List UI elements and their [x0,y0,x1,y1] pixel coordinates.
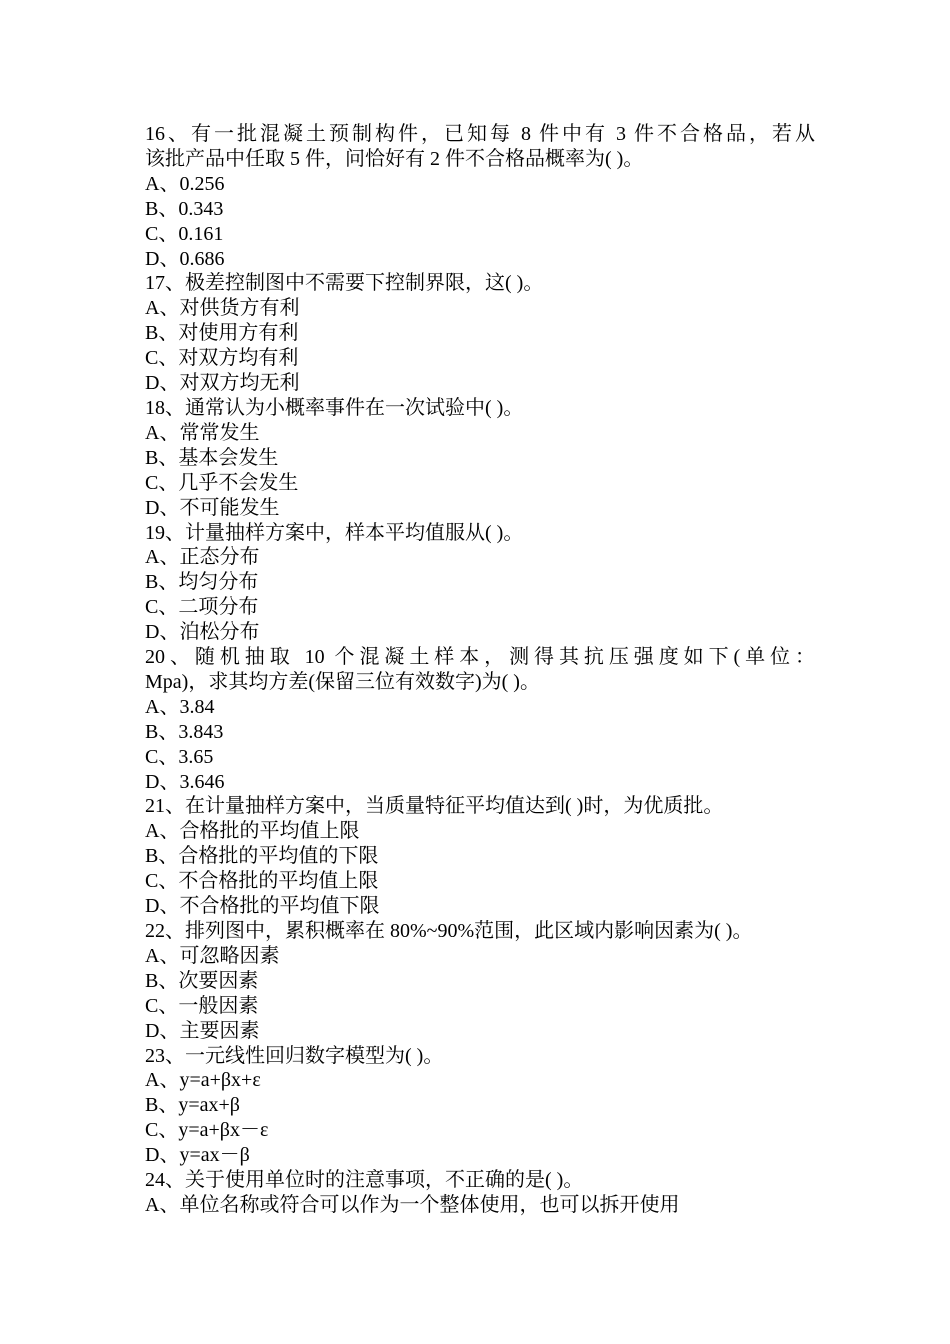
option-d: D、y=ax－β [145,1144,250,1167]
question-stem-line: 23、一元线性回归数字模型为( )。 [145,1044,444,1067]
question-stem-line: 24、关于使用单位时的注意事项，不正确的是( )。 [145,1169,584,1192]
question-17 [145,271,815,396]
option-c: C、二项分布 [145,596,259,619]
option-a: A、y=a+βx+ε [145,1069,261,1092]
option-c: C、一般因素 [145,994,259,1017]
option-d: D、对双方均无利 [145,372,300,395]
option-a: A、3.84 [145,695,215,718]
option-b: B、次要因素 [145,969,259,992]
question-stem-line: 该批产品中任取 5 件，问恰好有 2 件不合格品概率为( )。 [145,147,644,170]
question-stem-line: 22、排列图中，累积概率在 80%~90%范围，此区域内影响因素为( )。 [145,920,753,942]
document-page [145,122,815,1218]
option-d: D、主要因素 [145,1019,260,1042]
question-stem-line: 18、通常认为小概率事件在一次试验中( )。 [145,396,524,419]
option-b: B、y=ax+β [145,1094,240,1117]
question-stem-line: 16、有一批混凝土预制构件，已知每 8 件中有 3 件不合格品，若从 [145,123,815,145]
question-20 [145,645,815,794]
option-a: A、正态分布 [145,546,260,569]
option-d: D、泊松分布 [145,621,260,644]
option-d: D、3.646 [145,770,225,793]
option-c: C、几乎不会发生 [145,471,299,494]
question-18 [145,396,815,521]
option-a: A、合格批的平均值上限 [145,820,360,843]
question-stem-line: 17、极差控制图中不需要下控制界限，这( )。 [145,272,544,295]
question-stem-line: Mpa)，求其均方差(保留三位有效数字)为( )。 [145,670,540,693]
option-a: A、对供货方有利 [145,297,300,320]
option-b: B、3.843 [145,720,224,743]
option-a: A、单位名称或符合可以作为一个整体使用，也可以拆开使用 [145,1193,680,1216]
question-22 [145,919,815,1044]
question-stem-line: 21、在计量抽样方案中，当质量特征平均值达到( )时，为优质批。 [145,795,724,818]
option-b: B、基本会发生 [145,446,279,469]
option-b: B、对使用方有利 [145,322,299,345]
question-19 [145,521,815,646]
question-stem-line: 20、随机抽取 10 个混凝土样本，测得其抗压强度如下(单位： [145,646,815,669]
option-d: D、不可能发生 [145,496,280,519]
question-16 [145,122,815,271]
question-stem-line: 19、计量抽样方案中，样本平均值服从( )。 [145,521,524,544]
option-d: D、0.686 [145,247,225,270]
question-23 [145,1044,815,1169]
option-b: B、0.343 [145,197,224,220]
question-24 [145,1168,815,1218]
option-a: A、常常发生 [145,421,260,444]
option-a: A、0.256 [145,172,225,195]
option-b: B、均匀分布 [145,571,259,594]
option-a: A、可忽略因素 [145,944,280,967]
option-c: C、对双方均有利 [145,347,299,370]
option-c: C、y=a+βx－ε [145,1119,269,1142]
option-b: B、合格批的平均值的下限 [145,845,379,868]
option-c: C、不合格批的平均值上限 [145,870,379,893]
question-21 [145,794,815,919]
option-c: C、0.161 [145,222,224,245]
option-d: D、不合格批的平均值下限 [145,895,380,918]
option-c: C、3.65 [145,745,214,768]
